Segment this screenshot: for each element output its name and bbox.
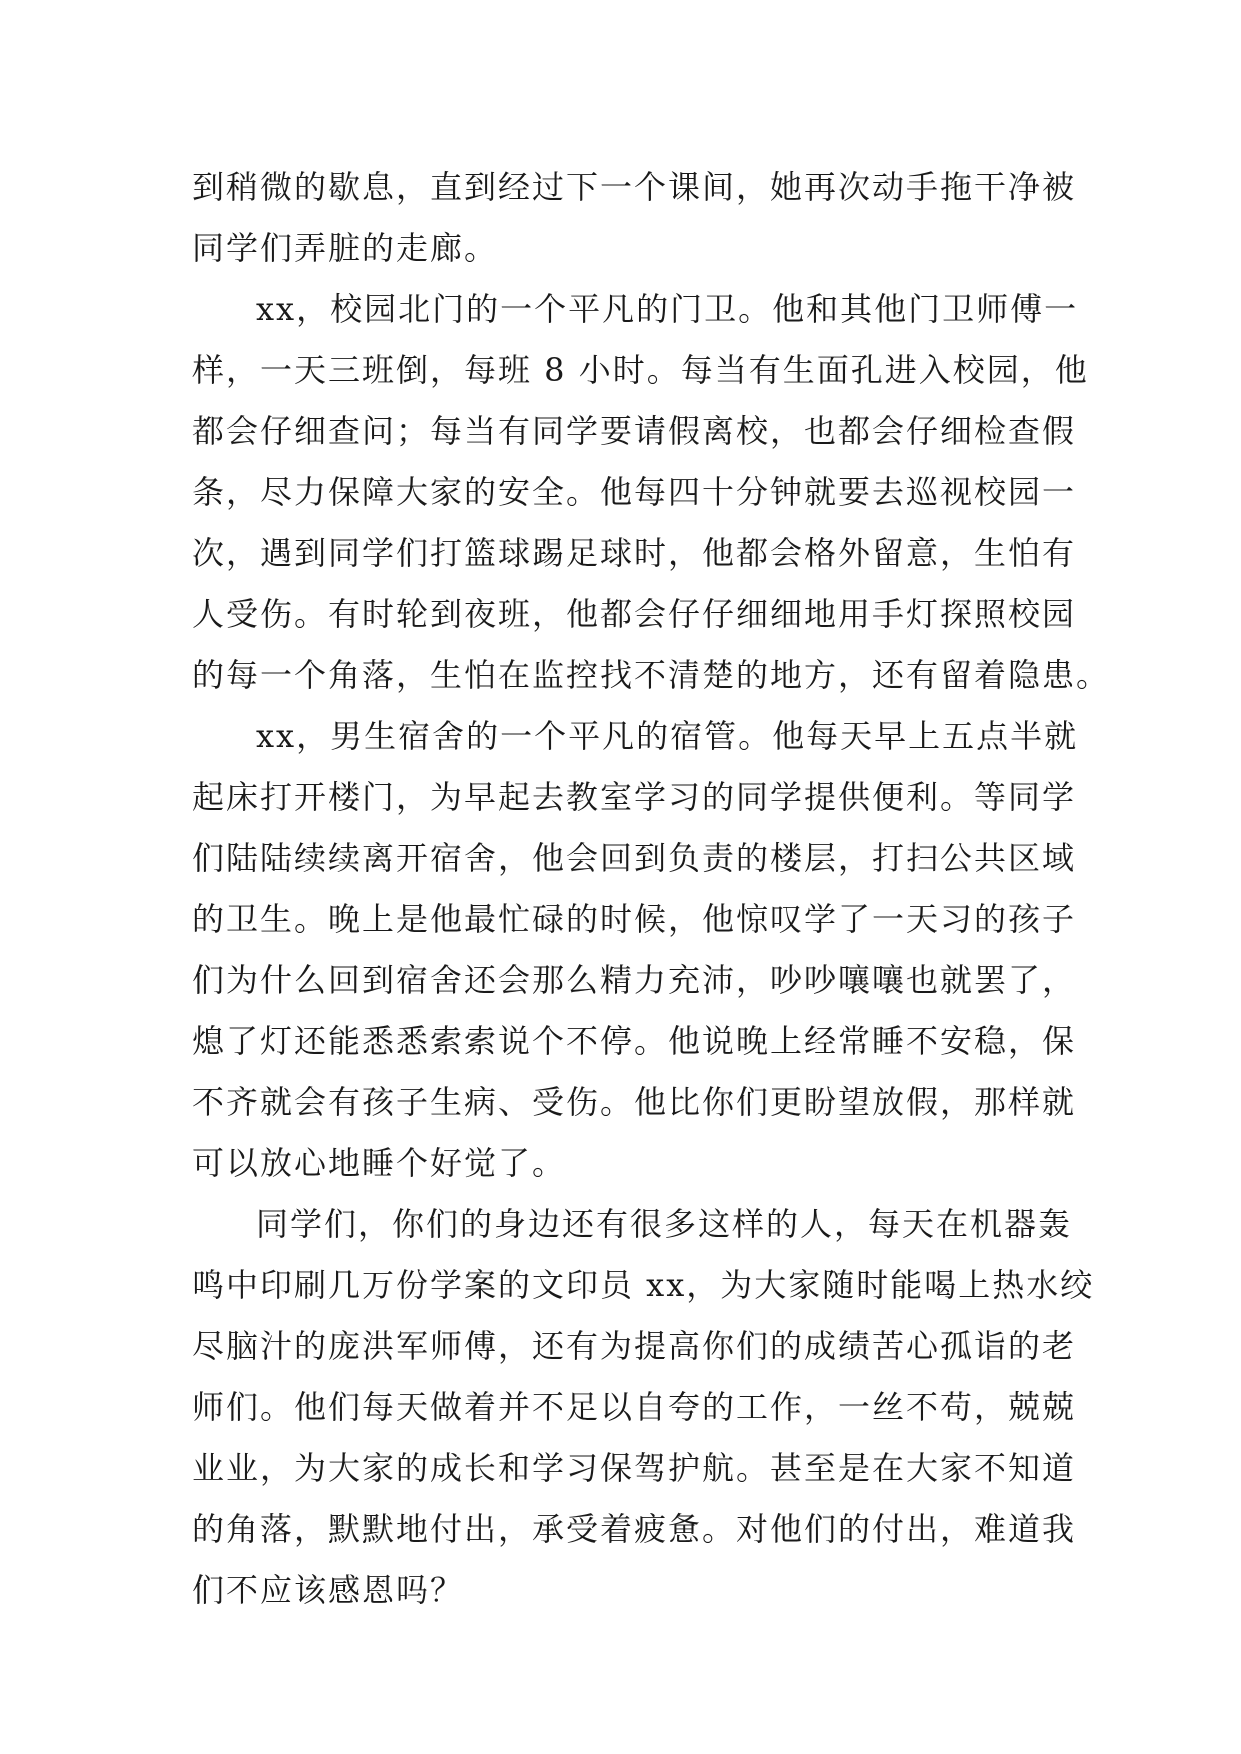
text-line: 尽脑汁的庞洪军师傅，还有为提高你们的成绩苦心孤诣的老 bbox=[192, 1327, 1077, 1365]
text-line: 们为什么回到宿舍还会那么精力充沛，吵吵嚷嚷也就罢了， bbox=[192, 961, 1077, 999]
text-line: 鸣中印刷几万份学案的文印员 xx，为大家随时能喝上热水绞 bbox=[192, 1266, 1095, 1304]
text-line: 同学们弄脏的走廊。 bbox=[192, 229, 499, 267]
text-line: 的每一个角落，生怕在监控找不清楚的地方，还有留着隐患。 bbox=[192, 656, 1111, 694]
text-line: 同学们，你们的身边还有很多这样的人，每天在机器轰 bbox=[256, 1205, 1073, 1243]
text-line: 不齐就会有孩子生病、受伤。他比你们更盼望放假，那样就 bbox=[192, 1083, 1077, 1121]
text-line: 次，遇到同学们打篮球踢足球时，他都会格外留意，生怕有 bbox=[192, 534, 1077, 572]
text-line: 都会仔细查问；每当有同学要请假离校，也都会仔细检查假 bbox=[192, 412, 1077, 450]
text-line: 的卫生。晚上是他最忙碌的时候，他惊叹学了一天习的孩子 bbox=[192, 900, 1077, 938]
paragraph-gatekeeper bbox=[192, 279, 1111, 706]
paragraph-continuation bbox=[192, 157, 1077, 279]
text-line: 到稍微的歇息，直到经过下一个课间，她再次动手拖干净被 bbox=[192, 168, 1077, 206]
text-line: 可以放心地睡个好觉了。 bbox=[192, 1144, 567, 1182]
text-line: 人受伤。有时轮到夜班，他都会仔仔细细地用手灯探照校园 bbox=[192, 595, 1077, 633]
text-line: 们不应该感恩吗？ bbox=[192, 1571, 465, 1609]
text-line: 条，尽力保障大家的安全。他每四十分钟就要去巡视校园一 bbox=[192, 473, 1077, 511]
paragraph-dorm-manager bbox=[192, 706, 1079, 1194]
document-body bbox=[192, 157, 1111, 1621]
text-line: 熄了灯还能悉悉索索说个不停。他说晚上经常睡不安稳，保 bbox=[192, 1022, 1077, 1060]
text-line: xx，校园北门的一个平凡的门卫。他和其他门卫师傅一 bbox=[256, 290, 1079, 328]
text-line: xx，男生宿舍的一个平凡的宿管。他每天早上五点半就 bbox=[256, 717, 1079, 755]
text-line: 业业，为大家的成长和学习保驾护航。甚至是在大家不知道 bbox=[192, 1449, 1077, 1487]
text-line: 起床打开楼门，为早起去教室学习的同学提供便利。等同学 bbox=[192, 778, 1077, 816]
paragraph-gratitude bbox=[192, 1194, 1095, 1621]
text-line: 的角落，默默地付出，承受着疲惫。对他们的付出，难道我 bbox=[192, 1510, 1077, 1548]
text-line: 们陆陆续续离开宿舍，他会回到负责的楼层，打扫公共区域 bbox=[192, 839, 1077, 877]
text-line: 样，一天三班倒，每班 8 小时。每当有生面孔进入校园，他 bbox=[192, 351, 1089, 389]
text-line: 师们。他们每天做着并不足以自夸的工作，一丝不苟，兢兢 bbox=[192, 1388, 1077, 1426]
